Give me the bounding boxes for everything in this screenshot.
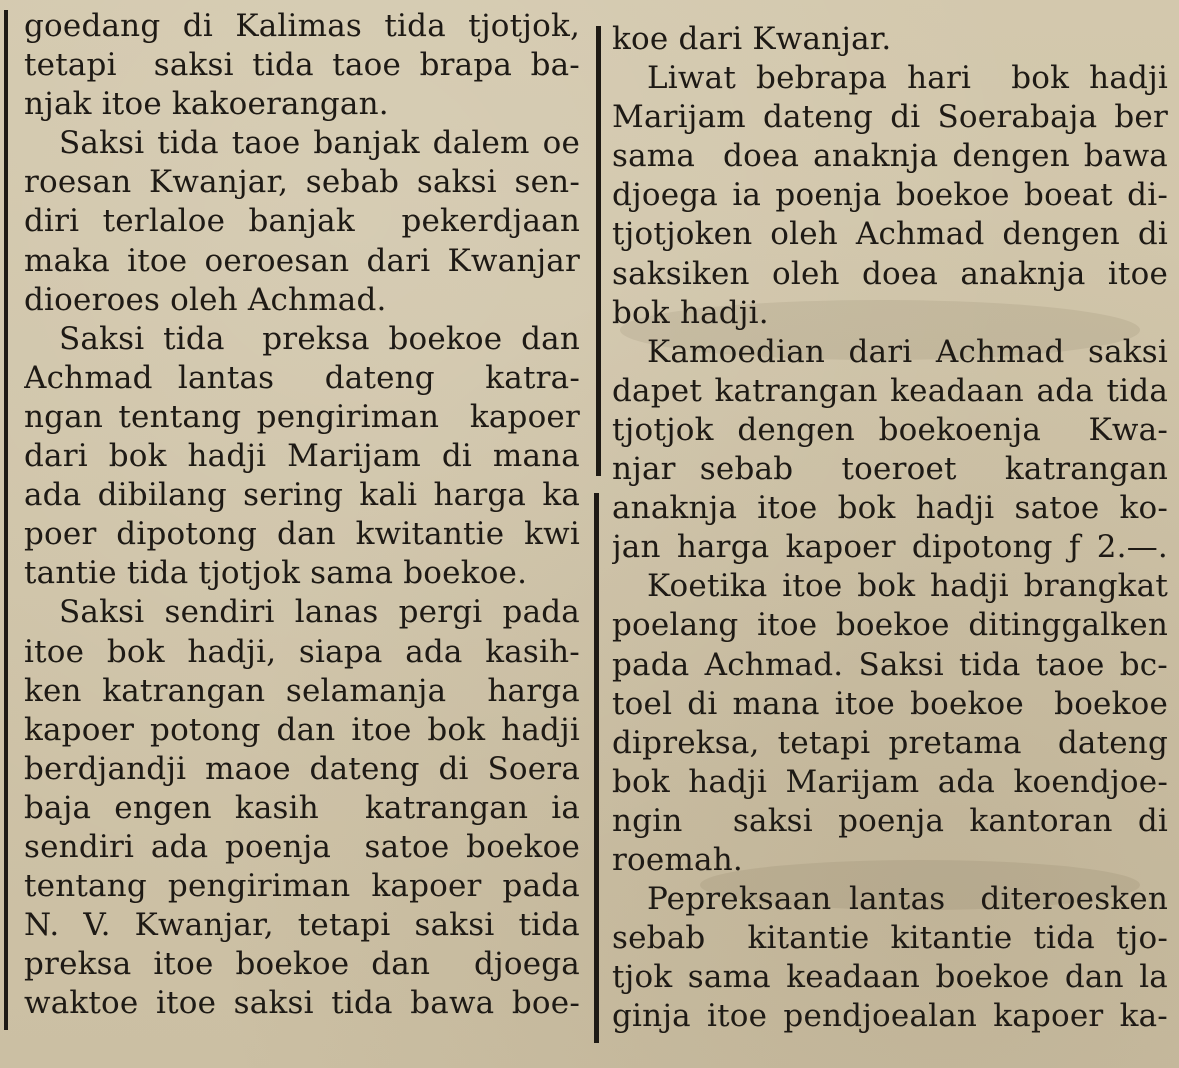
text-line: Marijam dateng di Soerabaja ber [612, 99, 1168, 136]
text-line: sebab kitantie kitantie tida tjo- [612, 920, 1168, 957]
text-line: waktoe itoe saksi tida bawa boe- [24, 985, 580, 1022]
text-line: preksa itoe boekoe dan djoega [24, 946, 580, 983]
text-line: tjotjoken oleh Achmad dengen di [612, 216, 1168, 253]
text-line: ada dibilang sering kali harga ka [24, 477, 580, 514]
text-line: djoega ia poenja boekoe boeat di- [612, 177, 1168, 214]
text-line: poer dipotong dan kwitantie kwi [24, 516, 580, 553]
text-line: berdjandji maoe dateng di Soera [24, 750, 580, 787]
text-line: ngin saksi poenja kantoran di [612, 802, 1168, 839]
text-line: dari bok hadji Marijam di mana [24, 438, 580, 475]
text-line: itoe bok hadji, siapa ada kasih- [24, 633, 580, 670]
paragraph-start-line: Liwat bebrapa hari bok hadji [647, 60, 1168, 97]
text-line: koe dari Kwanjar. [612, 21, 892, 57]
text-line: diri terlaloe banjak pekerdjaan [24, 203, 580, 240]
paragraph-start-line: Pepreksaan lantas diteroesken [647, 881, 1168, 918]
paragraph-start-line: Kamoedian dari Achmad saksi [647, 333, 1168, 370]
text-line: jan harga kapoer dipotong ƒ 2.—. [612, 529, 1168, 566]
left-column-rule [4, 10, 8, 1030]
text-line: tetapi saksi tida taoe brapa ba- [24, 47, 580, 84]
text-line: njar sebab toeroet katrangan [612, 451, 1168, 488]
text-line: bok hadji Marijam ada koendjoe- [612, 763, 1168, 800]
text-line: ginja itoe pendjoealan kapoer ka- [612, 998, 1168, 1035]
text-line: baja engen kasih katrangan ia [24, 789, 580, 826]
paragraph-start-line: Saksi tida taoe banjak dalem oe [59, 125, 580, 162]
paragraph-start-line: Saksi tida preksa boekoe dan [59, 320, 580, 357]
text-line: tjok sama keadaan boekoe dan la [612, 959, 1168, 996]
column-divider-lower [594, 493, 599, 1043]
text-line: dapet katrangan keadaan ada tida [612, 372, 1168, 409]
text-line: ngan tentang pengiriman kapoer [24, 398, 580, 435]
paragraph-start-line: Koetika itoe bok hadji brangkat [647, 568, 1168, 605]
paragraph-start-line: Saksi sendiri lanas pergi pada [59, 594, 580, 631]
text-line: pada Achmad. Saksi tida taoe bc- [612, 646, 1168, 683]
text-line: anaknja itoe bok hadji satoe ko- [612, 490, 1168, 527]
text-line: tjotjok dengen boekoenja Kwa- [612, 411, 1168, 448]
text-line: goedang di Kalimas tida tjotjok, [24, 8, 580, 44]
text-line: njak itoe kakoerangan. [24, 86, 389, 123]
text-line: saksiken oleh doea anaknja itoe [612, 255, 1168, 292]
text-line: sendiri ada poenja satoe boekoe [24, 828, 580, 865]
text-line: toel di mana itoe boekoe boekoe [612, 685, 1168, 722]
text-line: roesan Kwanjar, sebab saksi sen- [24, 164, 580, 201]
text-line: bok hadji. [612, 294, 769, 331]
text-line: ken katrangan selamanja harga [24, 672, 580, 709]
text-line: Achmad lantas dateng katra- [24, 359, 580, 396]
text-line: dioeroes oleh Achmad. [24, 281, 387, 318]
text-line: tentang pengiriman kapoer pada [24, 868, 580, 905]
text-line: maka itoe oeroesan dari Kwanjar [24, 242, 580, 279]
text-line: poelang itoe boekoe ditinggalken [612, 607, 1168, 644]
left-text-column [24, 0, 580, 1068]
right-text-column [612, 0, 1168, 1068]
text-line: tantie tida tjotjok sama boekoe. [24, 555, 528, 592]
column-divider-upper [596, 26, 601, 476]
text-line: N. V. Kwanjar, tetapi saksi tida [24, 907, 580, 944]
text-line: dipreksa, tetapi pretama dateng [612, 724, 1168, 761]
text-line: sama doea anaknja dengen bawa [612, 138, 1168, 175]
text-line: kapoer potong dan itoe bok hadji [24, 711, 580, 748]
text-line: roemah. [612, 841, 743, 878]
